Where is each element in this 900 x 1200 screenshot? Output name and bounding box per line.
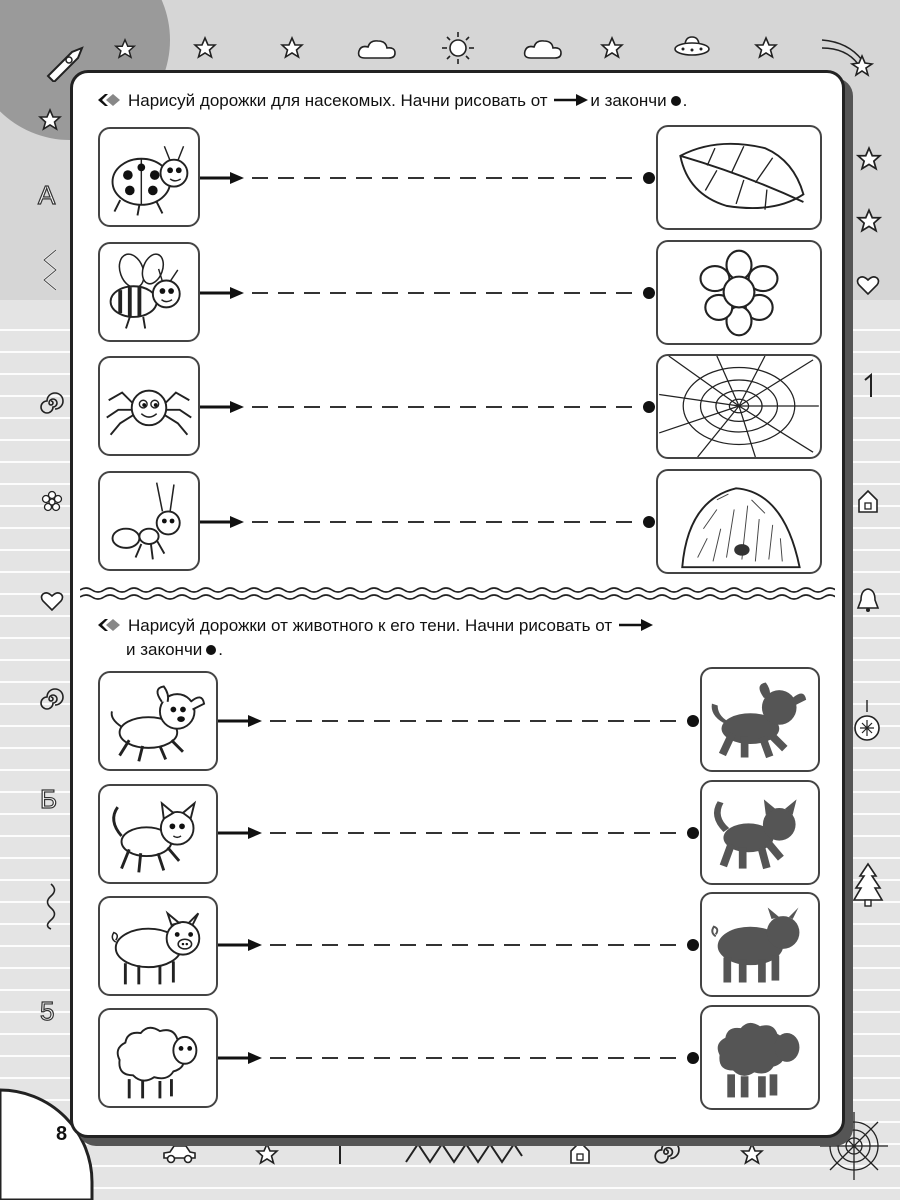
spiral-icon xyxy=(38,390,64,416)
path-line xyxy=(218,826,700,840)
path-line xyxy=(200,286,656,300)
start-arrow-icon xyxy=(554,94,588,106)
kitten-icon xyxy=(100,786,216,882)
digit-one-icon xyxy=(860,372,878,400)
anthill-icon xyxy=(658,471,820,572)
bell-icon xyxy=(856,586,880,614)
finish-dot-icon xyxy=(206,645,216,655)
decor-letter: 5 xyxy=(40,996,55,1026)
puppy-icon xyxy=(100,673,216,769)
start-arrow-icon xyxy=(619,619,653,631)
start-card-bee xyxy=(98,242,200,342)
start-card-sheep xyxy=(98,1008,218,1108)
decor-letter: А xyxy=(38,180,56,210)
star-icon xyxy=(193,36,217,60)
ant-icon xyxy=(100,473,198,569)
end-card-kitten-shadow xyxy=(700,780,820,885)
star-icon xyxy=(280,36,304,60)
task2-instruction: Нарисуй дорожки от животного к его тени. Начни рисовать от и закончи . xyxy=(96,614,816,662)
path-line xyxy=(200,171,656,185)
heart-icon xyxy=(856,274,880,296)
zigzag-icon xyxy=(40,248,60,294)
start-card-ant xyxy=(98,471,200,571)
path-line xyxy=(200,515,656,529)
section-divider xyxy=(80,585,835,603)
zigzag-line-icon xyxy=(404,1140,524,1166)
star-icon xyxy=(600,36,624,60)
squiggle-icon xyxy=(42,882,60,930)
start-card-spider xyxy=(98,356,200,456)
star-icon xyxy=(38,108,62,132)
end-card-sheep-shadow xyxy=(700,1005,820,1110)
flower-icon xyxy=(658,242,820,343)
task1-instruction-text: Нарисуй дорожки для насекомых. Начни рисовать от xyxy=(128,91,548,110)
path-line xyxy=(218,938,700,952)
end-card-anthill xyxy=(656,469,822,574)
flower-icon xyxy=(40,490,64,514)
task2-instruction-text: Нарисуй дорожки от животного к его тени. Начни рисовать от xyxy=(128,616,613,635)
decor-letter: Б xyxy=(40,784,58,814)
fir-tree-icon xyxy=(852,862,884,908)
spiral-icon xyxy=(38,686,64,712)
star-icon xyxy=(856,208,882,234)
start-card-kitten xyxy=(98,784,218,884)
path-line xyxy=(218,1051,700,1065)
start-card-puppy xyxy=(98,671,218,771)
ufo-icon xyxy=(672,34,712,60)
task-marker-icon xyxy=(96,93,122,107)
end-card-puppy-shadow xyxy=(700,667,820,772)
end-card-spiderweb xyxy=(656,354,822,459)
pig-shadow-icon xyxy=(702,894,818,995)
star-icon xyxy=(255,1142,279,1166)
leaf-icon xyxy=(658,127,820,228)
task-marker-icon xyxy=(96,618,122,632)
sun-icon xyxy=(440,30,476,66)
start-card-ladybug xyxy=(98,127,200,227)
task2-instruction-end-text: и закончи xyxy=(126,640,203,659)
letter-g-icon xyxy=(336,1140,354,1166)
star-icon xyxy=(856,146,882,172)
bee-icon xyxy=(100,244,198,340)
ladybug-icon xyxy=(100,129,198,225)
house-icon xyxy=(568,1138,592,1166)
cloud-icon xyxy=(523,38,563,60)
spiral-icon xyxy=(652,1138,680,1166)
star-icon xyxy=(754,36,778,60)
end-card-leaf xyxy=(656,125,822,230)
puppy-shadow-icon xyxy=(702,669,818,770)
spider-icon xyxy=(100,358,198,454)
path-line xyxy=(218,714,700,728)
page-number: 8 xyxy=(56,1123,68,1145)
cloud-icon xyxy=(357,38,397,60)
car-icon xyxy=(160,1142,198,1166)
end-card-pig-shadow xyxy=(700,892,820,997)
task1-instruction-end-text: и закончи xyxy=(590,91,667,110)
end-card-flower xyxy=(656,240,822,345)
ornament-icon xyxy=(852,700,882,744)
task1-instruction: Нарисуй дорожки для насекомых. Начни рисовать от и закончи . xyxy=(96,89,687,113)
start-card-pig xyxy=(98,896,218,996)
star-icon xyxy=(114,38,136,60)
heart-icon xyxy=(40,590,64,612)
finish-dot-icon xyxy=(671,96,681,106)
kitten-shadow-icon xyxy=(702,782,818,883)
star-icon xyxy=(740,1142,764,1166)
pig-icon xyxy=(100,898,216,994)
spiderweb-icon xyxy=(658,356,820,457)
house-icon xyxy=(856,488,880,514)
path-line xyxy=(200,400,656,414)
sheep-shadow-icon xyxy=(702,1007,818,1108)
sheep-icon xyxy=(100,1010,216,1106)
